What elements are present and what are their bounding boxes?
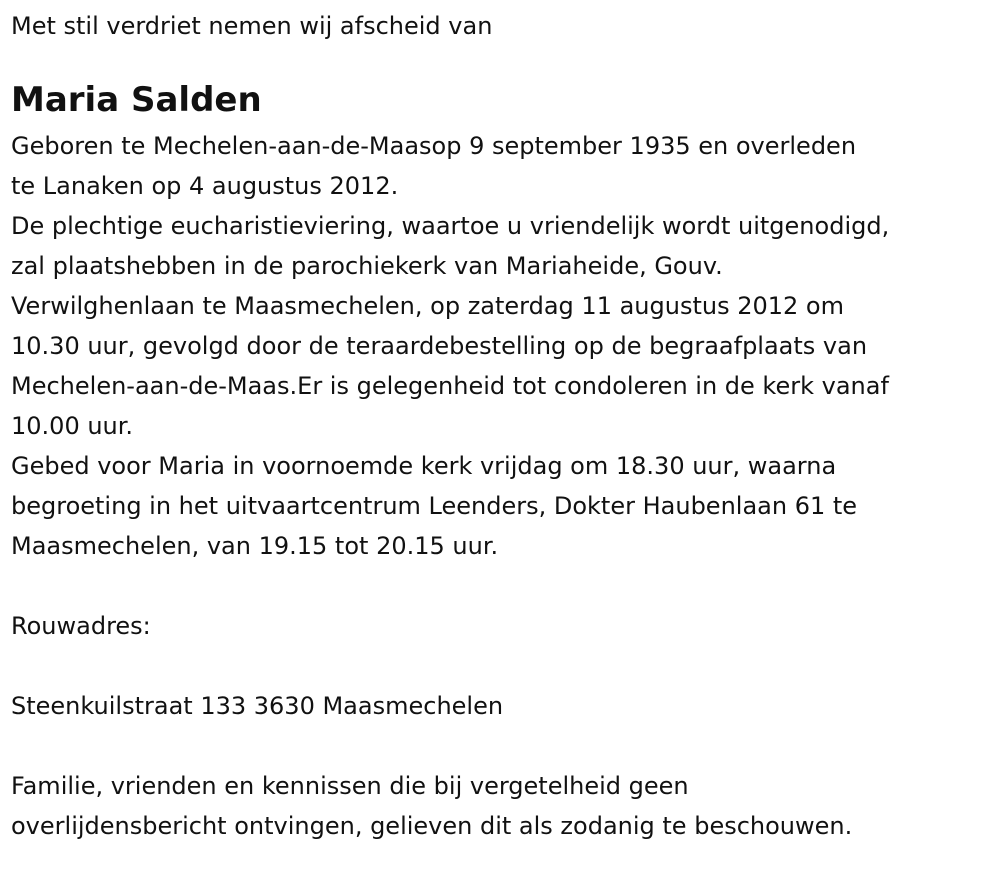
closing-line: Familie, vrienden en kennissen die bij vergetelheid geen [11, 772, 689, 800]
obituary-notice [11, 6, 991, 846]
notice-body [11, 126, 991, 566]
body-line: 10.30 uur, gevolgd door de teraardebestelling op de begraafplaats van [11, 332, 868, 360]
body-line: zal plaatshebben in de parochiekerk van Mariaheide, Gouv. [11, 252, 723, 280]
body-line: Gebed voor Maria in voornoemde kerk vrijdag om 18.30 uur, waarna [11, 452, 837, 480]
body-line: te Lanaken op 4 augustus 2012. [11, 172, 399, 200]
body-line: Maasmechelen, van 19.15 tot 20.15 uur. [11, 532, 499, 560]
address-label: Rouwadres: [11, 612, 151, 640]
body-line: Geboren te Mechelen-aan-de-Maasop 9 september 1935 en overleden [11, 132, 857, 160]
closing-text [11, 766, 991, 846]
mourning-address: Steenkuilstraat 133 3630 Maasmechelen [11, 692, 504, 720]
body-line: De plechtige eucharistieviering, waartoe u vriendelijk wordt uitgenodigd, [11, 212, 890, 240]
body-line: 10.00 uur. [11, 412, 134, 440]
body-line: Verwilghenlaan te Maasmechelen, op zaterdag 11 augustus 2012 om [11, 292, 844, 320]
intro-text: Met stil verdriet nemen wij afscheid van [11, 12, 493, 40]
body-line: Mechelen-aan-de-Maas.Er is gelegenheid tot condoleren in de kerk vanaf [11, 372, 889, 400]
closing-line: overlijdensbericht ontvingen, gelieven dit als zodanig te beschouwen. [11, 812, 853, 840]
spacer [11, 566, 991, 606]
spacer [11, 726, 991, 766]
deceased-name: Maria Salden [11, 80, 262, 120]
spacer [11, 646, 991, 686]
body-line: begroeting in het uitvaartcentrum Leenders, Dokter Haubenlaan 61 te [11, 492, 858, 520]
